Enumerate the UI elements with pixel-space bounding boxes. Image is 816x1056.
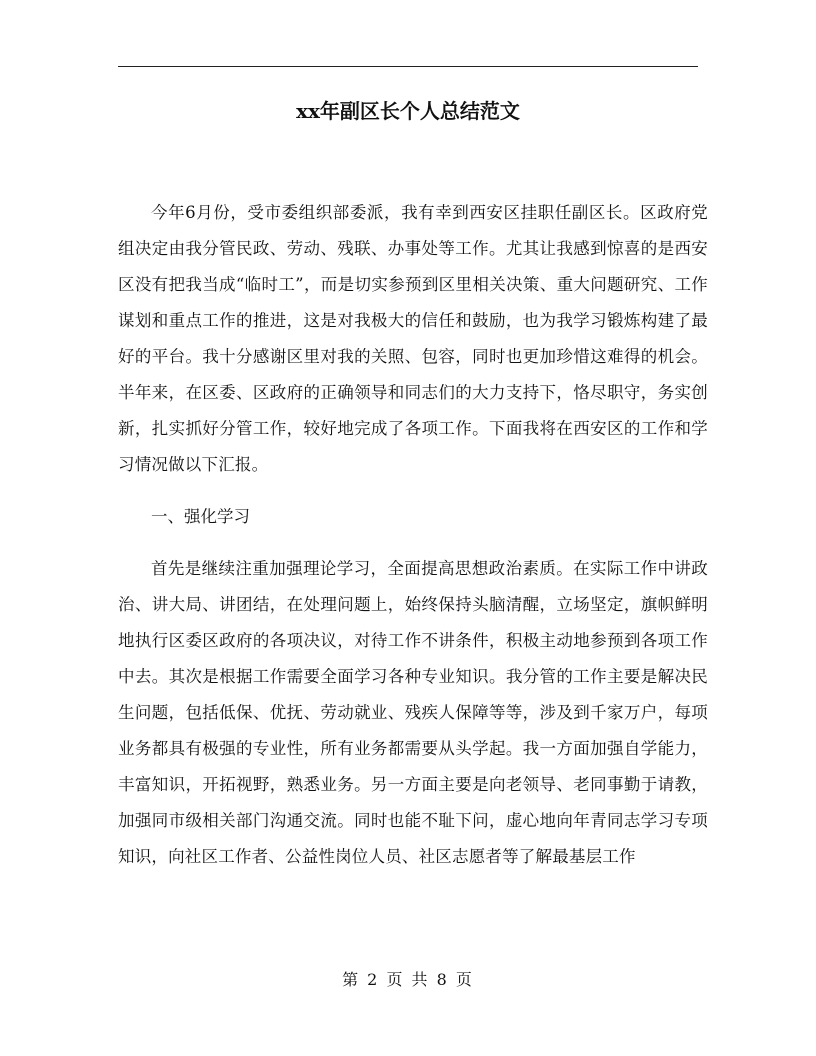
document-body [118, 195, 708, 875]
section-heading: 一、强化学习 [151, 507, 250, 526]
section-paragraph: 首先是继续注重加强理论学习，全面提高思想政治素质。在实际工作中讲政治、讲大局、讲团结，在处理问题上，始终保持头脑清醒，立场坚定，旗帜鲜明地执行区委区政府的各项决议，对待工作不讲条件，积极主动地参预到各项工作中去。其次是根据工作需要全面学习各种专业知识。我分管的工作主要是解决民生问题，包括低保、优抚、劳动就业、残疾人保障等等，涉及到千家万户，每项业务都具有极强的专业性，所有业务都需要从头学起。我一方面加强自学能力，丰富知识，开拓视野，熟悉业务。另一方面主要是向老领导、老同事勤于请教，加强同市级相关部门沟通交流。同时也能不耻下问，虚心地向年青同志学习专项知识，向社区工作者、公益性岗位人员、社区志愿者等了解最基层工作 [118, 559, 708, 866]
header-rule [118, 66, 698, 67]
intro-paragraph: 今年6月份，受市委组织部委派，我有幸到西安区挂职任副区长。区政府党组决定由我分管民政、劳动、残联、办事处等工作。尤其让我感到惊喜的是西安区没有把我当成“临时工”，而是切实参预到区里相关决策、重大问题研究、工作谋划和重点工作的推进，这是对我极大的信任和鼓励，也为我学习锻炼构建了最好的平台。我十分感谢区里对我的关照、包容，同时也更加珍惜这难得的机会。半年来，在区委、区政府的正确领导和同志们的大力支持下，恪尽职守，务实创新，扎实抓好分管工作，较好地完成了各项工作。下面我将在西安区的工作和学习情况做以下汇报。 [118, 203, 708, 474]
document-title: xx年副区长个人总结范文 [296, 99, 520, 123]
page-number: 第 2 页 共 8 页 [342, 970, 474, 989]
